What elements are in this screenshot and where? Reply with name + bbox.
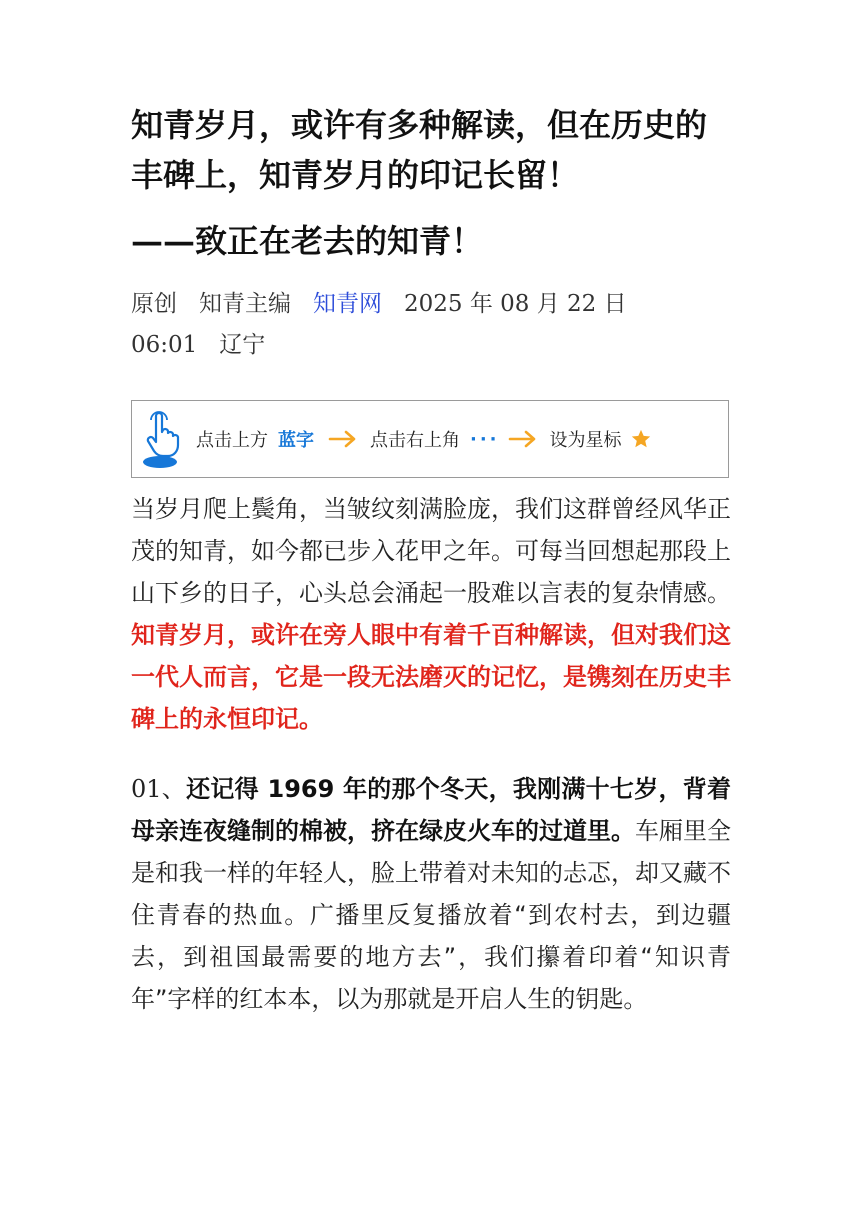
publish-date: 2025 年 08 月 22 日 [404,291,627,317]
p1-highlight-text: 知青岁月，或许在旁人眼中有着千百种解读，但对我们这一代人而言，它是一段无法磨灭的记忆，是镌刻在历史丰碑上的永恒印记。 [131,621,731,733]
more-dots-icon: ··· [470,428,500,450]
publish-location: 辽宁 [219,332,266,358]
paragraph-2 [131,768,731,1020]
original-tag: 原创 [131,291,177,317]
author-name: 知青主编 [199,291,291,317]
p2-bold-text: 还记得 1969 年的那个冬天，我刚满十七岁，背着母亲连夜缝制的棉被，挤在绿皮火车的过道里。 [131,775,731,845]
step1-highlight: 蓝字 [278,430,314,451]
hand-tap-icon [142,408,182,470]
follow-banner[interactable] [131,400,729,478]
arrow-right-icon-2 [508,429,538,449]
p2-normal-text: 车厢里全是和我一样的年轻人，脸上带着对未知的忐忑，却又藏不住青春的热血。广播里反复播放着“到农村去，到边疆去，到祖国最需要的地方去”，我们攥着印着“知识青年”字样的红本本，以为那就是开启人生的钥匙。 [131,817,731,1013]
p1-normal-text: 当岁月爬上鬓角，当皱纹刻满脸庞，我们这群曾经风华正茂的知青，如今都已步入花甲之年。可每当回想起那段上山下乡的日子，心头总会涌起一股难以言表的复杂情感。 [131,495,731,607]
article-title: 知青岁月，或许有多种解读，但在历史的丰碑上，知青岁月的印记长留！ [131,106,708,194]
star-icon [630,428,652,450]
arrow-right-icon [328,429,358,449]
step2-text: 点击右上角 [370,430,460,451]
article-meta [131,284,731,366]
section-number: 01、 [131,775,187,803]
publish-time: 06:01 [131,332,198,358]
source-link[interactable]: 知青网 [313,291,382,317]
step3-text: 设为星标 [549,430,622,451]
article-subtitle: ——致正在老去的知青！ [131,222,484,260]
step1-text: 点击上方 [196,430,268,451]
paragraph-1 [131,488,731,740]
article [131,100,731,1020]
